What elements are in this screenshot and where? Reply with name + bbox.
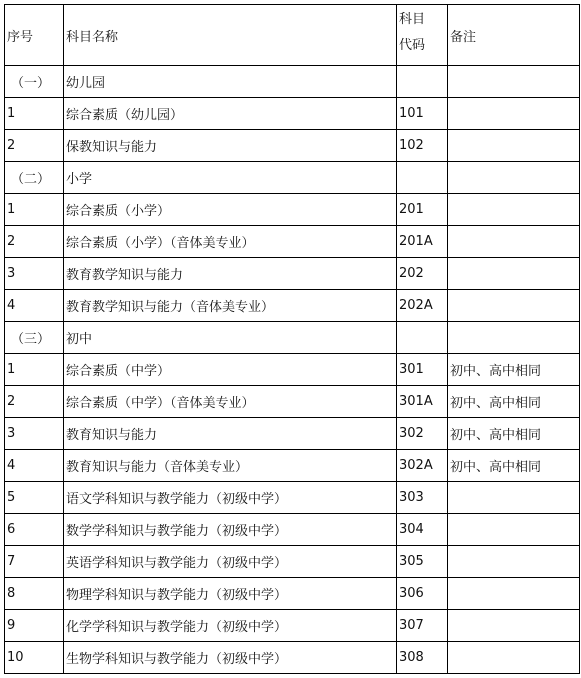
table-row: [5, 226, 580, 258]
cell-code: [397, 66, 448, 98]
cell-remark: [448, 482, 580, 514]
cell-code: 101: [397, 98, 448, 130]
cell-name: 教育知识与能力（音体美专业）: [64, 450, 397, 482]
cell-name: 物理学科知识与教学能力（初级中学）: [64, 578, 397, 610]
cell-name: 教育教学知识与能力（音体美专业）: [64, 290, 397, 322]
table-row: [5, 642, 580, 674]
table-row: [5, 482, 580, 514]
table-row: [5, 386, 580, 418]
cell-code: [397, 162, 448, 194]
section-row: [5, 322, 580, 354]
cell-name: 初中: [64, 322, 397, 354]
cell-no: 10: [5, 642, 64, 674]
table-row: [5, 194, 580, 226]
cell-remark: [448, 194, 580, 226]
cell-no: 5: [5, 482, 64, 514]
cell-no: 4: [5, 290, 64, 322]
cell-no: 2: [5, 130, 64, 162]
cell-name: 生物学科知识与教学能力（初级中学）: [64, 642, 397, 674]
header-code-line1: 科目: [399, 12, 426, 27]
cell-code: 102: [397, 130, 448, 162]
cell-code: 301A: [397, 386, 448, 418]
cell-name: 幼儿园: [64, 66, 397, 98]
cell-no: 4: [5, 450, 64, 482]
cell-name: 教育知识与能力: [64, 418, 397, 450]
cell-remark: [448, 258, 580, 290]
cell-remark: [448, 226, 580, 258]
cell-remark: [448, 610, 580, 642]
cell-remark: [448, 514, 580, 546]
cell-remark: [448, 578, 580, 610]
cell-remark: [448, 98, 580, 130]
table-row: [5, 258, 580, 290]
cell-no: 1: [5, 194, 64, 226]
cell-no: （二）: [5, 162, 64, 194]
cell-code: 202: [397, 258, 448, 290]
cell-name: 综合素质（中学）: [64, 354, 397, 386]
cell-code: 201A: [397, 226, 448, 258]
table-row: [5, 610, 580, 642]
cell-code: 307: [397, 610, 448, 642]
cell-name: 语文学科知识与教学能力（初级中学）: [64, 482, 397, 514]
cell-code: 308: [397, 642, 448, 674]
table-row: [5, 418, 580, 450]
cell-name: 综合素质（中学）（音体美专业）: [64, 386, 397, 418]
cell-code: 306: [397, 578, 448, 610]
cell-code: 303: [397, 482, 448, 514]
cell-remark: [448, 642, 580, 674]
cell-remark: 初中、高中相同: [448, 354, 580, 386]
cell-no: 3: [5, 418, 64, 450]
cell-name: 教育教学知识与能力: [64, 258, 397, 290]
section-row: [5, 66, 580, 98]
table-row: [5, 98, 580, 130]
cell-remark: [448, 322, 580, 354]
cell-name: 数学学科知识与教学能力（初级中学）: [64, 514, 397, 546]
cell-remark: 初中、高中相同: [448, 386, 580, 418]
cell-name: 小学: [64, 162, 397, 194]
cell-code: 202A: [397, 290, 448, 322]
cell-code: 201: [397, 194, 448, 226]
table-row: [5, 514, 580, 546]
cell-name: 英语学科知识与教学能力（初级中学）: [64, 546, 397, 578]
header-no: 序号: [5, 5, 64, 66]
cell-no: （三）: [5, 322, 64, 354]
cell-name: 综合素质（小学）: [64, 194, 397, 226]
cell-code: [397, 322, 448, 354]
table-body: [5, 5, 580, 674]
table-row: [5, 290, 580, 322]
cell-no: 6: [5, 514, 64, 546]
cell-remark: 初中、高中相同: [448, 450, 580, 482]
table-row: [5, 546, 580, 578]
subject-table: [4, 4, 580, 674]
cell-no: 1: [5, 354, 64, 386]
table-row: [5, 450, 580, 482]
cell-no: 3: [5, 258, 64, 290]
cell-code: 302: [397, 418, 448, 450]
table-header-row: [5, 5, 580, 66]
cell-no: 7: [5, 546, 64, 578]
cell-no: 9: [5, 610, 64, 642]
cell-name: 综合素质（小学）（音体美专业）: [64, 226, 397, 258]
cell-remark: 初中、高中相同: [448, 418, 580, 450]
cell-no: （一）: [5, 66, 64, 98]
table-row: [5, 578, 580, 610]
cell-name: 保教知识与能力: [64, 130, 397, 162]
section-row: [5, 162, 580, 194]
cell-code: 301: [397, 354, 448, 386]
cell-remark: [448, 162, 580, 194]
header-remark: 备注: [448, 5, 580, 66]
cell-remark: [448, 546, 580, 578]
header-name: 科目名称: [64, 5, 397, 66]
header-code-line2: 代码: [399, 38, 426, 53]
header-code: [397, 5, 448, 66]
cell-remark: [448, 130, 580, 162]
cell-no: 1: [5, 98, 64, 130]
table-row: [5, 130, 580, 162]
cell-remark: [448, 290, 580, 322]
cell-no: 2: [5, 386, 64, 418]
cell-name: 综合素质（幼儿园）: [64, 98, 397, 130]
cell-code: 305: [397, 546, 448, 578]
cell-no: 8: [5, 578, 64, 610]
cell-code: 304: [397, 514, 448, 546]
table-row: [5, 354, 580, 386]
cell-code: 302A: [397, 450, 448, 482]
cell-name: 化学学科知识与教学能力（初级中学）: [64, 610, 397, 642]
cell-no: 2: [5, 226, 64, 258]
cell-remark: [448, 66, 580, 98]
